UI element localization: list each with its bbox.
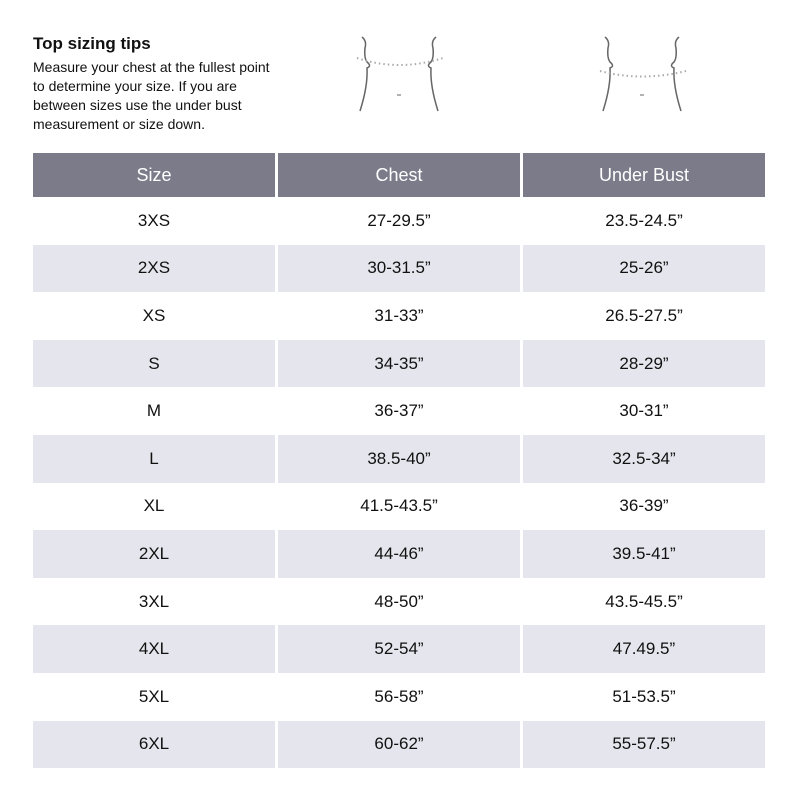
cell-size: 2XL [33,530,275,578]
table-header [33,153,765,197]
cell-chest: 41.5-43.5” [360,496,438,516]
cell-size: 3XL [138,591,170,611]
tips-title: Top sizing tips [33,34,151,53]
cell-chest: 36-37” [374,401,424,421]
cell-size: S [33,340,275,388]
cell-under-bust: 28-29” [523,340,765,388]
cell-size: 3XS [137,210,171,230]
cell-chest: 44-46” [278,530,520,578]
cell-under-bust: 25-26” [523,245,765,293]
cell-chest: 27-29.5” [367,210,431,230]
table-row [33,625,765,673]
cell-chest: 31-33” [374,305,424,325]
cell-under-bust: 36-39” [619,496,669,516]
cell-chest: 52-54” [278,625,520,673]
cell-size: M [146,401,162,421]
cell-size: L [33,435,275,483]
cell-size: XS [142,305,166,325]
cell-under-bust: 26.5-27.5” [605,305,683,325]
cell-chest: 60-62” [278,721,520,769]
cell-size: 5XL [138,686,170,706]
cell-under-bust: 30-31” [619,401,669,421]
cell-chest: 56-58” [374,686,424,706]
table-row [33,530,765,578]
table-row [33,483,765,531]
cell-size: 4XL [33,625,275,673]
cell-under-bust: 39.5-41” [523,530,765,578]
tips-text: Measure your chest at the fullest point to determine your size. If you are between sizes use the under bust measurement or size down. [33,59,270,132]
table-row [33,340,765,388]
cell-chest: 34-35” [278,340,520,388]
cell-chest: 48-50” [374,591,424,611]
underbust-measurement-figure-icon [598,36,688,121]
cell-chest: 38.5-40” [278,435,520,483]
table-row [33,721,765,769]
cell-under-bust: 51-53.5” [612,686,676,706]
header-size: Size [33,153,275,197]
size-chart-table [30,153,768,768]
table-row [33,578,765,626]
cell-under-bust: 23.5-24.5” [605,210,683,230]
cell-under-bust: 47.49.5” [523,625,765,673]
table-row [33,435,765,483]
cell-under-bust: 55-57.5” [523,721,765,769]
table-row [33,292,765,340]
cell-size: XL [143,496,165,516]
chest-measurement-figure-icon [355,36,445,121]
cell-size: 2XS [33,245,275,293]
table-row [33,387,765,435]
cell-under-bust: 43.5-45.5” [605,591,683,611]
table-row [33,673,765,721]
cell-under-bust: 32.5-34” [523,435,765,483]
table-row [33,197,765,245]
cell-chest: 30-31.5” [278,245,520,293]
table-row [33,245,765,293]
header-chest: Chest [278,153,520,197]
header-under-bust: Under Bust [523,153,765,197]
cell-size: 6XL [33,721,275,769]
sizing-tips [33,34,283,134]
